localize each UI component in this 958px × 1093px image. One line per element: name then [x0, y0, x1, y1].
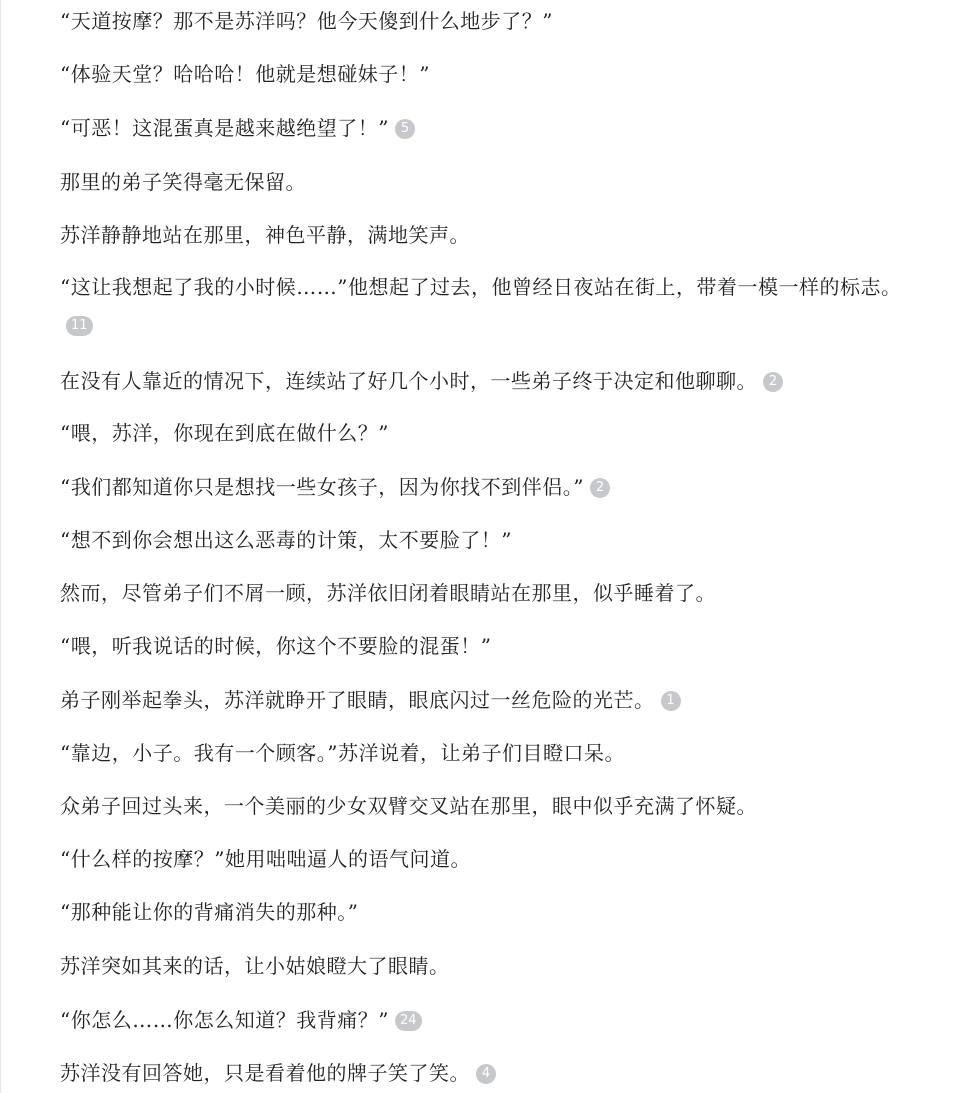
paragraph	[60, 468, 910, 506]
paragraph-text: “我们都知道你只是想找一些女孩子，因为你找不到伴侣。”	[60, 475, 584, 499]
comment-count-badge[interactable]: 2	[590, 478, 610, 498]
paragraph	[60, 216, 910, 254]
paragraph	[60, 734, 910, 772]
paragraph-text: 弟子刚举起拳头，苏洋就睁开了眼睛，眼底闪过一丝危险的光芒。	[60, 688, 655, 712]
paragraph-text: “那种能让你的背痛消失的那种。”	[60, 900, 359, 924]
paragraph	[60, 840, 910, 878]
paragraph	[60, 521, 910, 559]
paragraph	[60, 1054, 910, 1092]
paragraph	[60, 2, 910, 40]
paragraph-text: “喂，苏洋，你现在到底在做什么？”	[60, 421, 389, 445]
paragraph	[60, 893, 910, 931]
paragraph-text: 在没有人靠近的情况下，连续站了好几个小时，一些弟子终于决定和他聊聊。	[60, 369, 757, 393]
paragraph	[60, 268, 910, 344]
comment-count-badge[interactable]: 4	[476, 1064, 496, 1084]
paragraph-text: 苏洋突如其来的话，让小姑娘瞪大了眼睛。	[60, 954, 450, 978]
page-left-border	[0, 0, 1, 1093]
paragraph	[60, 787, 910, 825]
paragraph	[60, 574, 910, 612]
paragraph-text: 众弟子回过头来，一个美丽的少女双臂交叉站在那里，眼中似乎充满了怀疑。	[60, 794, 757, 818]
paragraph-text: “体验天堂？哈哈哈！他就是想碰妹子！”	[60, 62, 430, 86]
paragraph	[60, 414, 910, 452]
paragraph-text: 那里的弟子笑得毫无保留。	[60, 170, 306, 194]
paragraph-text: “可恶！这混蛋真是越来越绝望了！”	[60, 116, 389, 140]
paragraph-text: 然而，尽管弟子们不屑一顾，苏洋依旧闭着眼睛站在那里，似乎睡着了。	[60, 581, 716, 605]
paragraph-text: “想不到你会想出这么恶毒的计策，太不要脸了！”	[60, 528, 512, 552]
paragraph-text: 苏洋静静地站在那里，神色平静，满地笑声。	[60, 223, 470, 247]
paragraph	[60, 109, 910, 147]
paragraph	[60, 163, 910, 201]
comment-count-badge[interactable]: 11	[66, 316, 93, 336]
paragraph-text: 苏洋没有回答她，只是看着他的牌子笑了笑。	[60, 1061, 470, 1085]
paragraph-text: “什么样的按摩？”她用咄咄逼人的语气问道。	[60, 847, 471, 871]
paragraph	[60, 681, 910, 719]
paragraph-text: “喂，听我说话的时候，你这个不要脸的混蛋！”	[60, 634, 492, 658]
paragraph-text: “天道按摩？那不是苏洋吗？他今天傻到什么地步了？”	[60, 9, 553, 33]
paragraph-text: “这让我想起了我的小时候……”他想起了过去，他曾经日夜站在街上，带着一模一样的标志。	[60, 275, 902, 299]
paragraph	[60, 947, 910, 985]
comment-count-badge[interactable]: 2	[763, 372, 783, 392]
paragraph	[60, 627, 910, 665]
paragraph	[60, 1001, 910, 1039]
comment-count-badge[interactable]: 5	[395, 119, 415, 139]
paragraph-text: “靠边，小子。我有一个顾客。”苏洋说着，让弟子们目瞪口呆。	[60, 741, 625, 765]
paragraph-text: “你怎么……你怎么知道？我背痛？”	[60, 1008, 389, 1032]
comment-count-badge[interactable]: 1	[661, 691, 681, 711]
paragraph	[60, 55, 910, 93]
comment-count-badge[interactable]: 24	[395, 1011, 422, 1031]
paragraph	[60, 362, 910, 400]
